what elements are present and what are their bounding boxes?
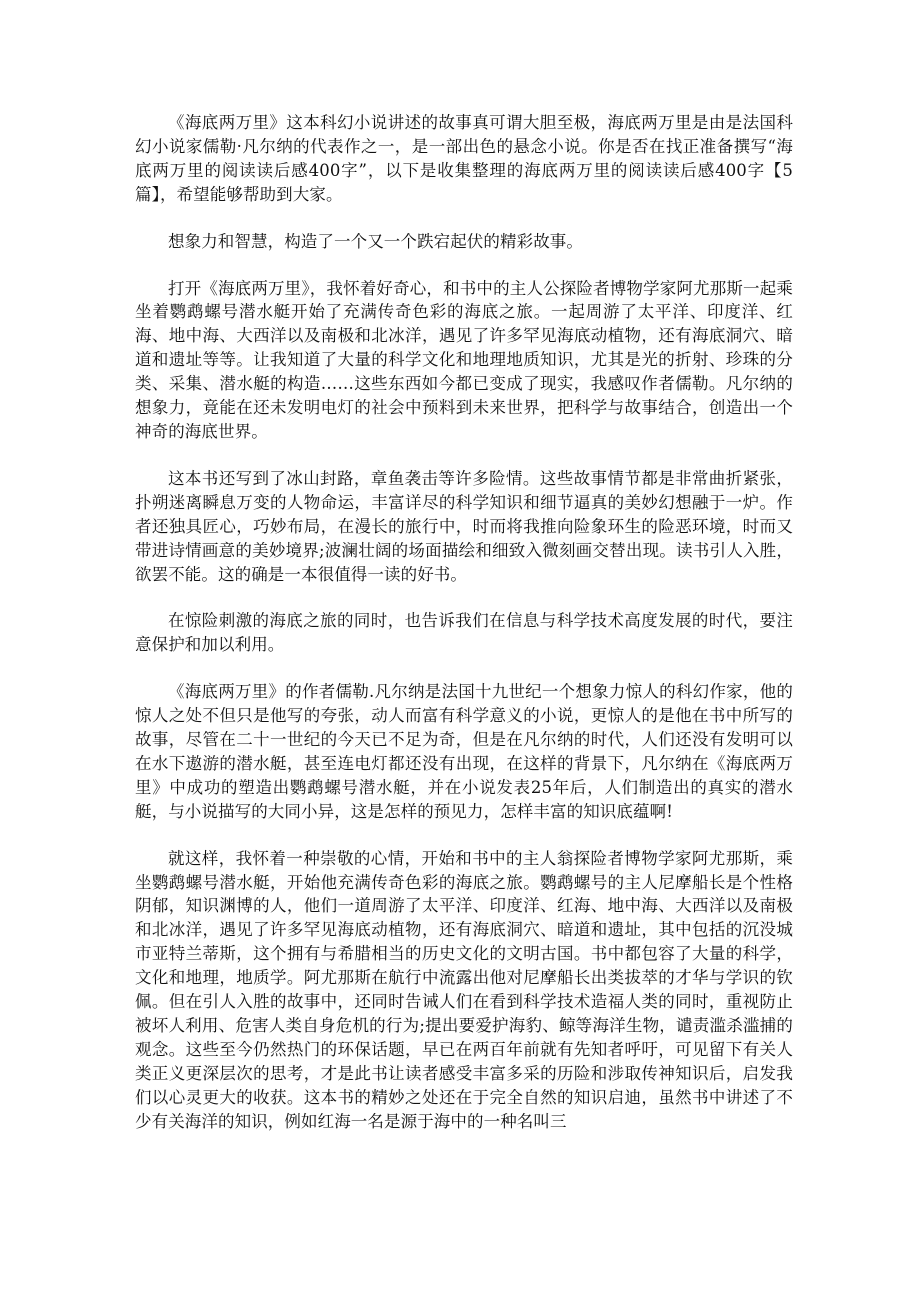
paragraph-intro: 《海底两万里》这本科幻小说讲述的故事真可谓大胆至极，海底两万里是由是法国科幻小说家儒勒·凡尔纳的代表作之一，是一部出色的悬念小说。你是否在找正准备撰写“海底两万里的阅读读后感400字”，以下是收集整理的海底两万里的阅读读后感400字【5篇】，希望能够帮助到大家。 (135, 113, 793, 204)
paragraph-protection: 在惊险刺激的海底之旅的同时，也告诉我们在信息与科学技术高度发展的时代，要注意保护和加以利用。 (135, 611, 793, 655)
paragraph-dangers: 这本书还写到了冰山封路，章鱼袭击等许多险情。这些故事情节都是非常曲折紧张，扑朔迷离瞬息万变的人物命运，丰富详尽的科学知识和细节逼真的美妙幻想融于一炉。作者还独具匠心，巧妙布局，在漫长的旅行中，时而将我推向险象环生的险恶环境，时而又带进诗情画意的美妙境界;波澜壮阔的场面描绘和细致入微刻画交替出现。读书引人入胜，欲罢不能。这的确是一本很值得一读的好书。 (135, 468, 793, 584)
paragraph-journey: 就这样，我怀着一种崇敬的心情，开始和书中的主人翁探险者博物学家阿尤那斯，乘坐鹦鹉螺号潜水艇，开始他充满传奇色彩的海底之旅。鹦鹉螺号的主人尼摩船长是个性格阴郁，知识渊博的人，他们一道周游了太平洋、印度洋、红海、地中海、大西洋以及南极和北冰洋，遇见了许多罕见海底动植物，还有海底洞穴、暗道和遗址，其中包括的沉没城市亚特兰蒂斯，这个拥有与希腊相当的历史文化的文明古国。书中都包容了大量的科学，文化和地理，地质学。阿尤那斯在航行中流露出他对尼摩船长出类拔萃的才华与学识的钦佩。但在引人入胜的故事中，还同时告诫人们在看到科学技术造福人类的同时，重视防止被坏人利用、危害人类自身危机的行为;提出要爱护海豹、鲸等海洋生物，谴责滥杀滥捕的观念。这些至今仍然热门的环保话题，早已在两百年前就有先知者呼吁，可见留下有关人类正义更深层次的思考，才是此书让读者感受丰富多采的历险和涉取传神知识后，启发我们以心灵更大的收获。这本书的精妙之处还在于完全自然的知识启迪，虽然书中讲述了不少有关海洋的知识，例如红海一名是源于海中的一种名叫三 (135, 848, 793, 1131)
document-body (135, 111, 793, 1157)
paragraph-imagination: 想象力和智慧，构造了一个又一个跌宕起伏的精彩故事。 (168, 231, 583, 251)
paragraph-opening-book: 打开《海底两万里》，我怀着好奇心，和书中的主人公探险者博物学家阿尤那斯一起乘坐着鹦鹉螺号潜水艇开始了充满传奇色彩的海底之旅。一起周游了太平洋、印度洋、红海、地中海、大西洋以及南极和北冰洋，遇见了许多罕见海底动植物，还有海底洞穴、暗道和遗址等等。让我知道了大量的科学文化和地理地质知识，尤其是光的折射、珍珠的分类、采集、潜水艇的构造……这些东西如今都已变成了现实，我感叹作者儒勒。凡尔纳的想象力，竟能在还未发明电灯的社会中预料到未来世界，把科学与故事结合，创造出一个神奇的海底世界。 (135, 278, 793, 441)
paragraph-author: 《海底两万里》的作者儒勒.凡尔纳是法国十九世纪一个想象力惊人的科幻作家，他的惊人之处不但只是他写的夸张，动人而富有科学意义的小说，更惊人的是他在书中所写的故事，尽管在二十一世纪的今天已不足为奇，但是在凡尔纳的时代，人们还没有发明可以在水下遨游的潜水艇，甚至连电灯都还没有出现，在这样的背景下，凡尔纳在《海底两万里》中成功的塑造出鹦鹉螺号潜水艇，并在小说发表25年后，人们制造出的真实的潜水艇，与小说描写的大同小异，这是怎样的预见力，怎样丰富的知识底蕴啊! (135, 682, 793, 821)
